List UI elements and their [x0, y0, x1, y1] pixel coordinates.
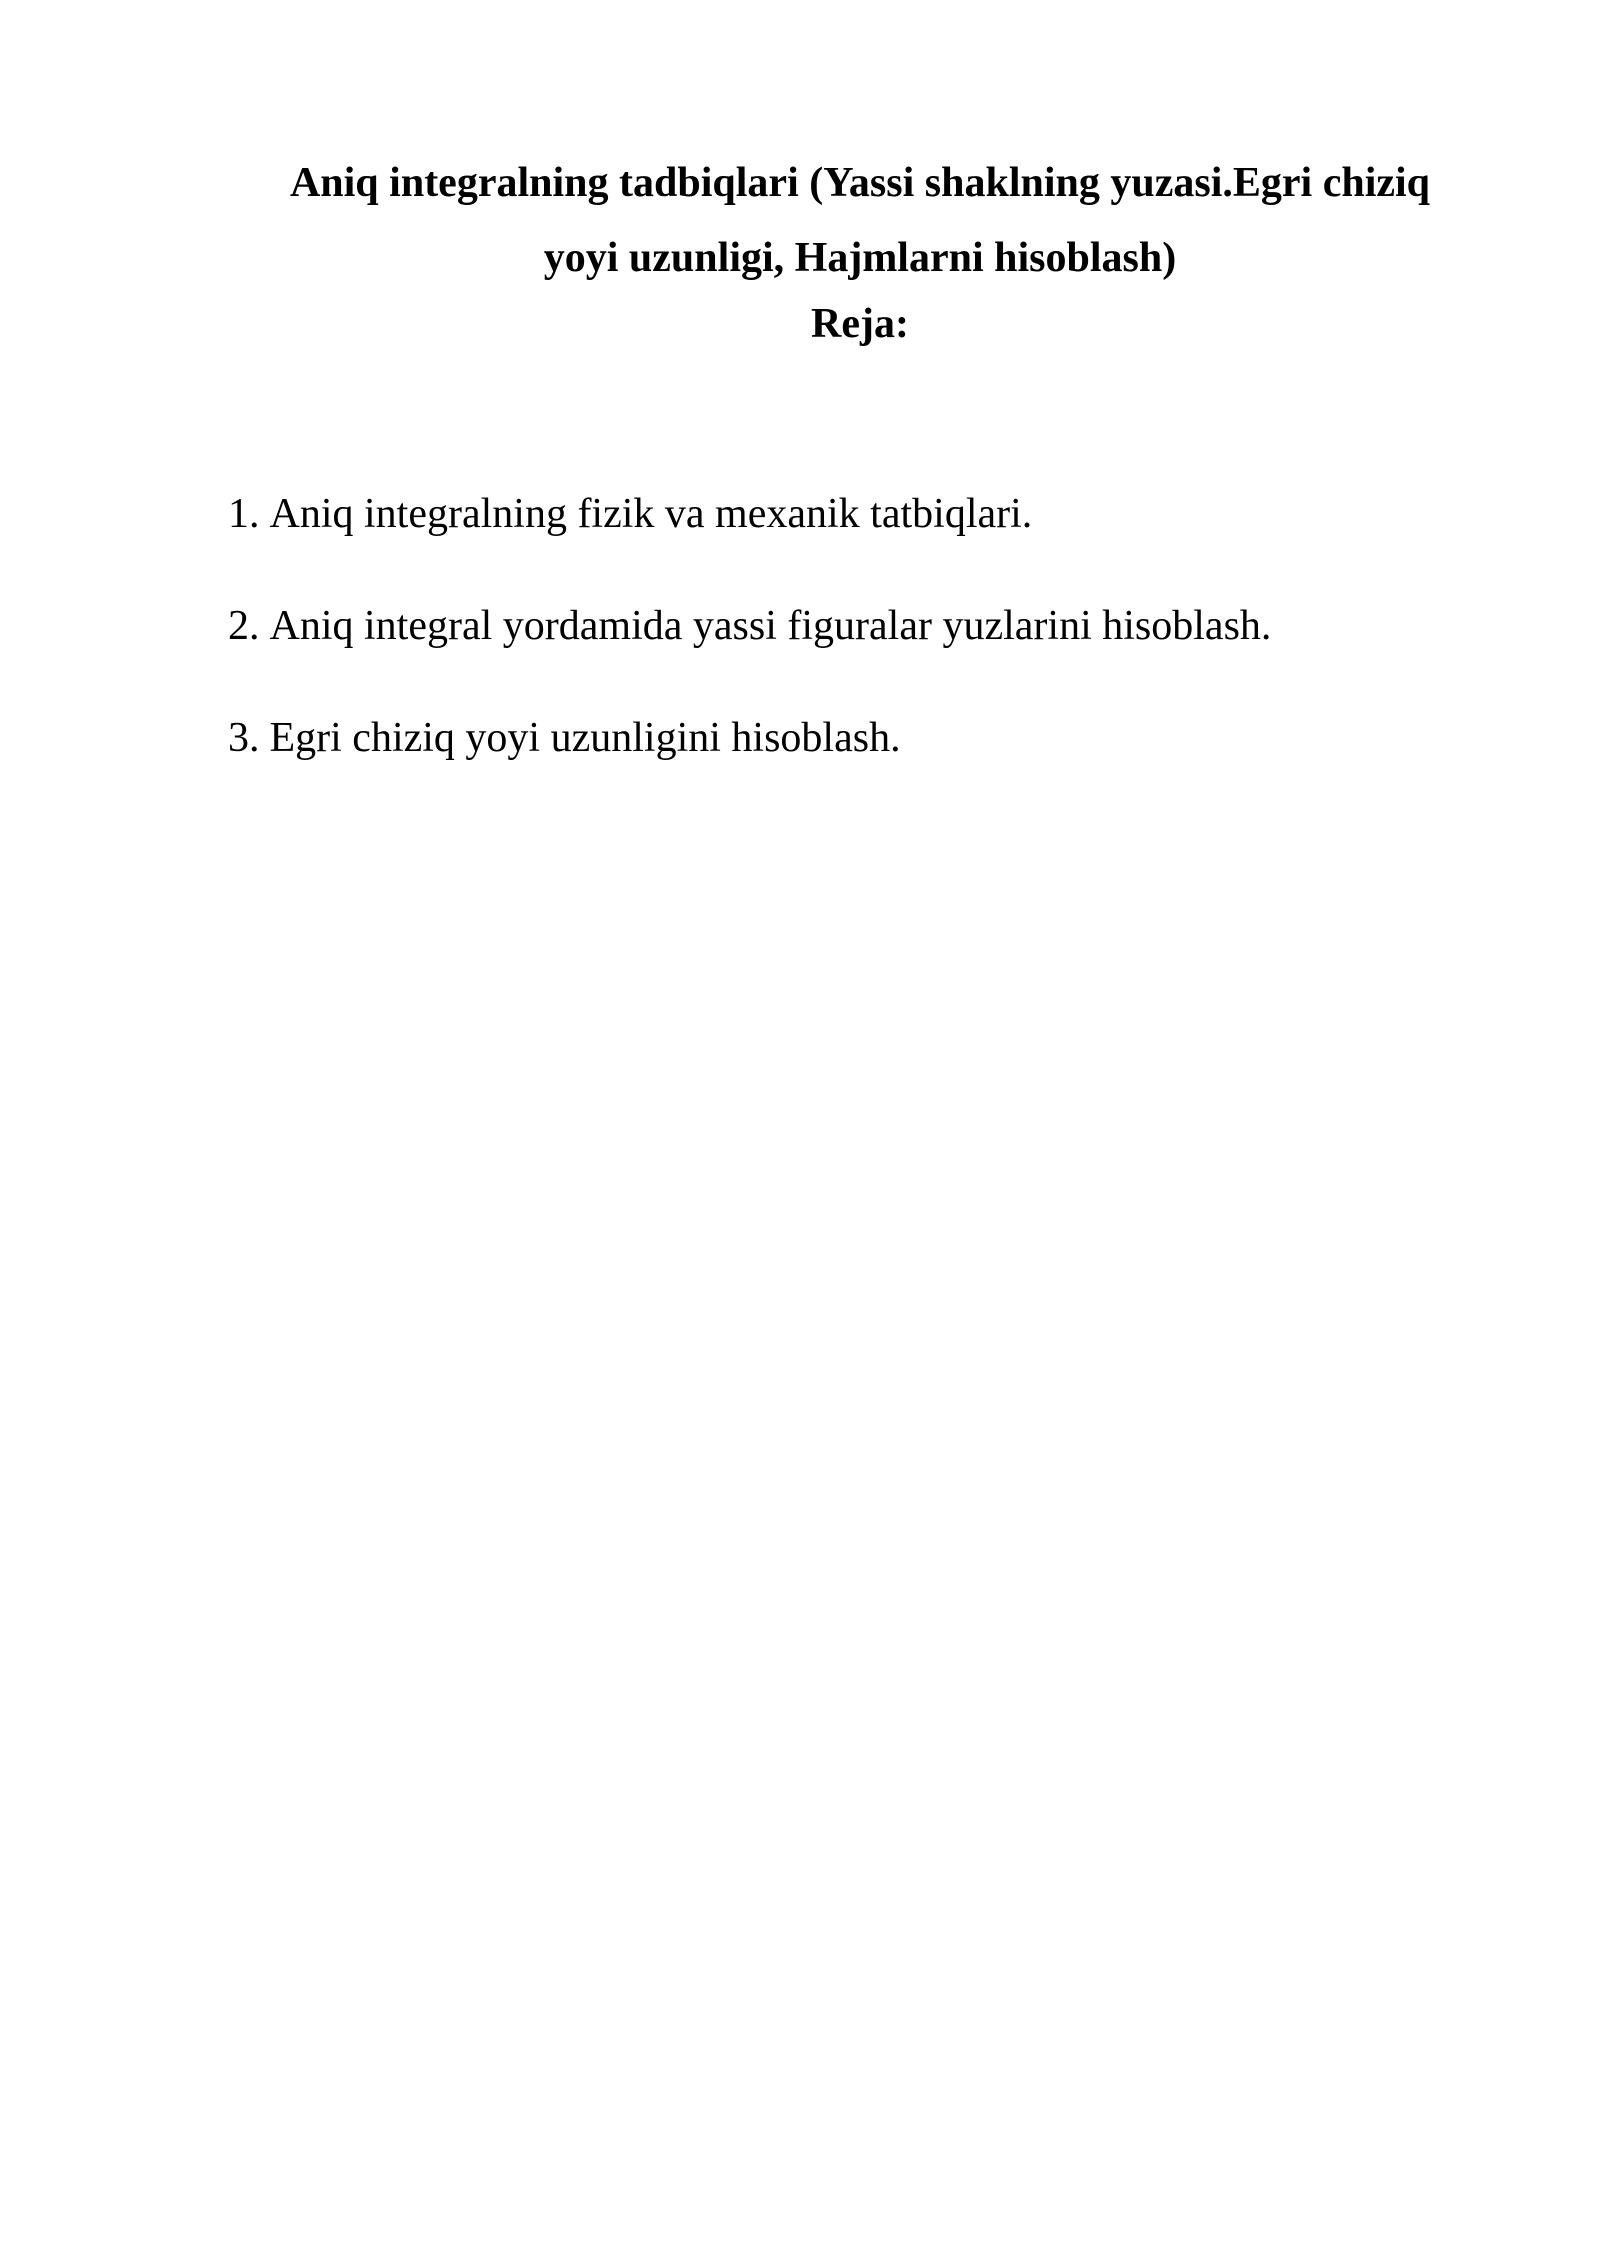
plan-item-text: Aniq integral yordamida yassi figuralar yuzlarini hisoblash. [269, 603, 1272, 649]
plan-item-number: 3. [228, 715, 260, 761]
title-line-1: Aniq integralning tadbiqlari (Yassi shaklning yuzasi.Egri chiziq [289, 160, 1431, 206]
plan-item-number: 1. [228, 491, 260, 537]
plan-item [228, 484, 1271, 544]
plan-item-text: Egri chiziq yoyi uzunligini hisoblash. [269, 715, 901, 761]
plan-heading: Reja: [811, 301, 909, 347]
plan-item [228, 708, 1271, 768]
title-line-2: yoyi uzunligi, Hajmlarni hisoblash) [543, 235, 1177, 281]
document-title [230, 146, 1490, 296]
plan-item-number: 2. [228, 603, 260, 649]
plan-item-text: Aniq integralning fizik va mexanik tatbiqlari. [269, 491, 1033, 537]
plan-list [228, 484, 1271, 820]
plan-item [228, 596, 1271, 656]
